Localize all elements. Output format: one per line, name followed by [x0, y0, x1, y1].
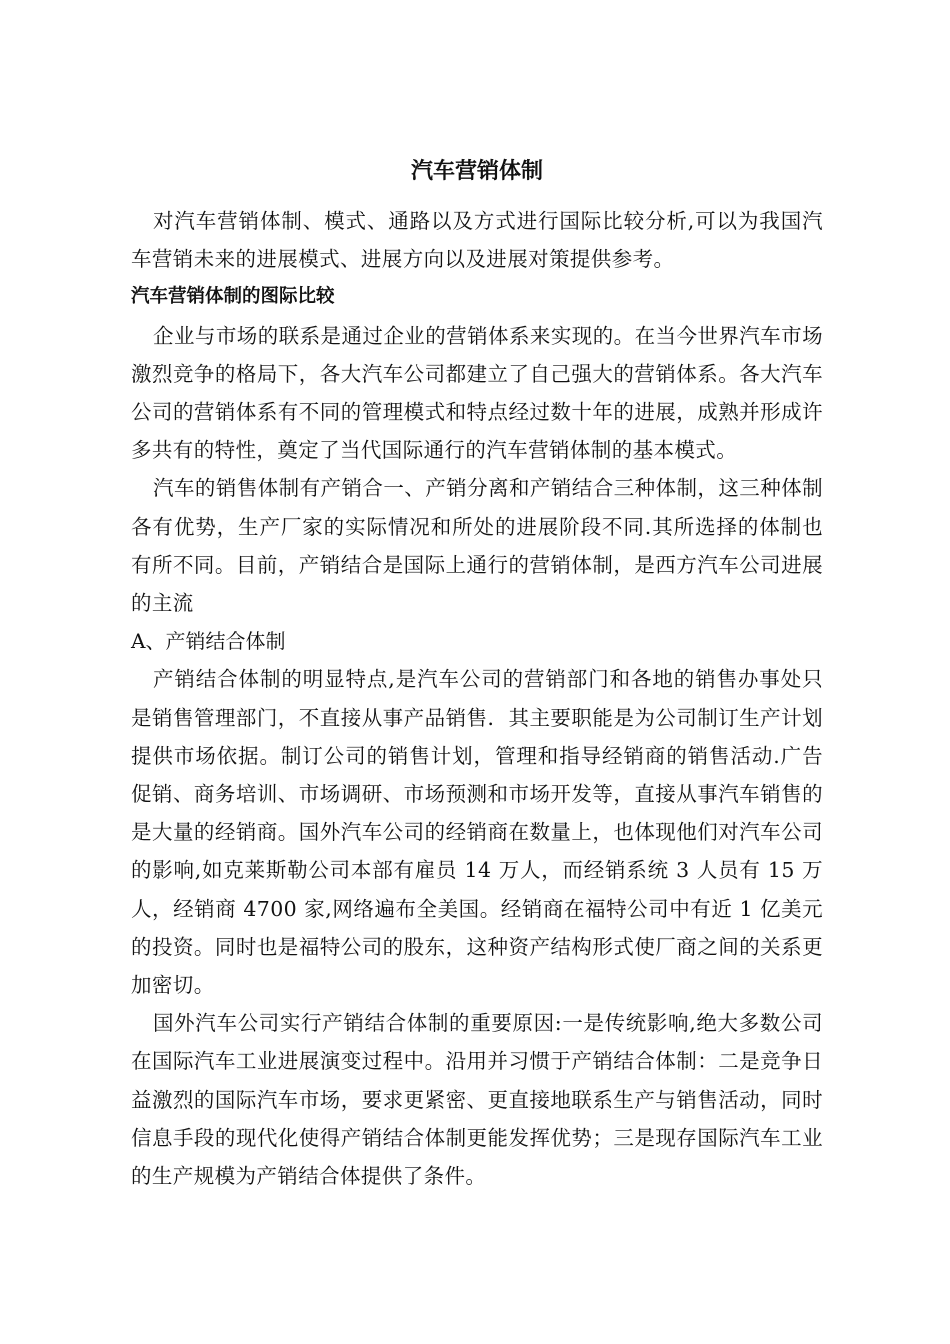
intro-paragraph: 对汽车营销体制、模式、通路以及方式进行国际比较分析,可以为我国汽车营销未来的进展模式、进展方向以及进展对策提供参考。	[131, 209, 823, 272]
section-heading: 汽车营销体制的图际比较	[131, 286, 335, 308]
document-body	[131, 152, 823, 1195]
paragraph-integrated-system: 产销结合体制的明显特点,是汽车公司的营销部门和各地的销售办事处只是销售管理部门，不直接从事产品销售．其主要职能是为公司制订生产计划提供市场依据。制订公司的销售计划，管理和指导经销商的销售活动.广告促销、商务培训、市场调研、市场预测和市场开发等，直接从事汽车销售的是大量的经销商。国外汽车公司的经销商在数量上，也体现他们对汽车公司的影响,如克莱斯勒公司本部有雇员 14 万人，而经销系统 3 人员有 15 万人，经销商 4700 家,网络遍布全美国。经销商在福特公司中有近 1 亿美元的投资。同时也是福特公司的股东，这种资产结构形式使厂商之间的关系更加密切。	[131, 667, 823, 998]
paragraph-sales-systems: 汽车的销售体制有产销合一、产销分离和产销结合三种体制，这三种体制各有优势，生产厂家的实际情况和所处的进展阶段不同.其所选择的体制也有所不同。目前，产销结合是国际上通行的营销体制，是西方汽车公司进展的主流	[131, 476, 823, 616]
document-title: 汽车营销体制	[410, 159, 543, 184]
paragraph-marketing-system: 企业与市场的联系是通过企业的营销体系来实现的。在当今世界汽车市场激烈竞争的格局下，各大汽车公司都建立了自己强大的营销体系。各大汽车公司的营销体系有不同的管理模式和特点经过数十年的进展，成熟并形成许多共有的特性，奠定了当代国际通行的汽车营销体制的基本模式。	[131, 323, 823, 463]
paragraph-reasons: 国外汽车公司实行产销结合体制的重要原因:一是传统影响,绝大多数公司在国际汽车工业进展演变过程中。沿用并习惯于产销结合体制：二是竞争日益激烈的国际汽车市场，要求更紧密、更直接地联系生产与销售活动，同时信息手段的现代化使得产销结合体制更能发挥优势；三是现存国际汽车工业的生产规模为产销结合体提供了条件。	[131, 1011, 823, 1189]
subheading-a: A、产销结合体制	[131, 629, 286, 654]
